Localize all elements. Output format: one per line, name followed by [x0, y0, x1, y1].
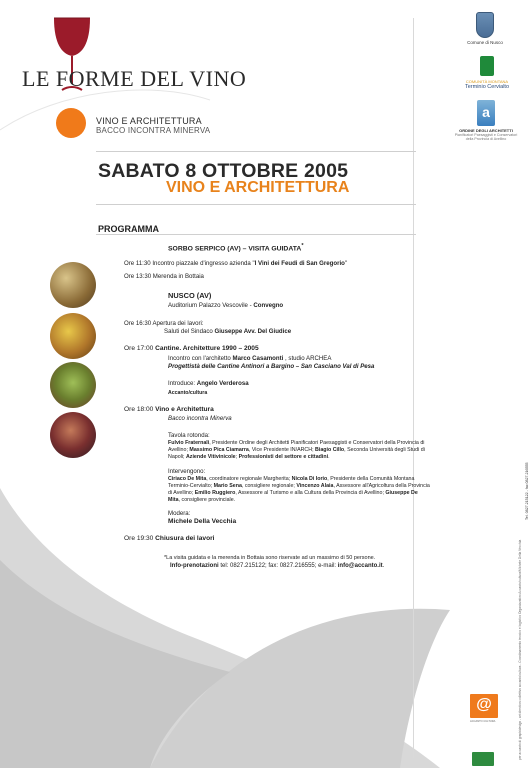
partner-logo-architetti: [446, 100, 526, 141]
green-sponsor-logo-icon: [472, 752, 494, 766]
nusco-crest-icon: [476, 12, 494, 38]
photo-barrels: [50, 262, 96, 308]
section-nusco: NUSCO (AV): [168, 291, 212, 300]
event-1330: Ore 13:30 Merenda in Bottaia: [124, 273, 204, 280]
partner-logo-termino: [452, 56, 522, 90]
photo-harvest: [50, 412, 96, 458]
accanto-logo: [470, 694, 498, 723]
nusco-caption: Comune di Nusco: [467, 40, 503, 45]
modera-heading: Modera:: [168, 510, 191, 517]
intervengono-line-4: Mita, consigliere provinciale.: [168, 497, 236, 503]
side-credits: per accanto di graphidesign - art direction collettivo accanto/cultura - Coordinamento tecnico e logistico Organizzativo Accanto/cultura/Michele Della Vecchia: [518, 539, 522, 760]
info-prenotazioni: Info-prenotazioni tel: 0827.215122; fax: 0827.216555; e-mail: info@accanto.it.: [170, 563, 385, 569]
tavola-heading: Tavola rotonda:: [168, 432, 210, 439]
headline-rule-bottom: [96, 204, 416, 205]
right-divider: [413, 18, 414, 758]
event-1800-sub: Bacco incontra Minerva: [168, 415, 232, 422]
arch-caption-line-2: della Provincia di Avellino: [465, 137, 507, 141]
intervengono-line-3: di Avellino; Emilio Ruggiero, Assessore al Turismo e alla Cultura della Provincia di Avellino; Giuseppe De: [168, 490, 418, 496]
info-email-link[interactable]: info@accanto.it: [337, 563, 383, 569]
arch-caption-top: ORDINE DEGLI ARCHITETTI: [459, 128, 513, 133]
architetti-a-icon: a: [477, 100, 495, 126]
accanto-caption: ACCANTO CULTURA: [470, 720, 496, 723]
headline-subtitle: VINO E ARCHITETTURA: [166, 179, 350, 196]
photo-grapes: [50, 313, 96, 359]
headline-rule-top: [96, 151, 416, 152]
termino-mountain-icon: [480, 56, 494, 76]
partner-logo-nusco: [452, 12, 518, 45]
event-1630-saluti: Saluti del Sindaco Giuseppe Avv. Del Giudice: [164, 328, 292, 335]
accanto-at-icon: @: [470, 694, 498, 718]
arch-caption-line-1: Pianificatori Paesaggisti e Conservatori: [454, 133, 518, 137]
tavola-line-1: Fulvio Fraternali, Presidente Ordine degli Architetti Pianificatori Paesaggisti e Conservatori della Provincia di: [168, 440, 425, 446]
intervengono-line-1: Ciriaco De Mita, coordinatore regionale Margherita; Nicola Di Iorio, Presidente della Comunità Montana: [168, 476, 415, 482]
termino-caption-top: COMUNITÀ MONTANA: [465, 79, 509, 84]
logo-title: [22, 66, 246, 92]
section-sorbo-serpico: SORBO SERPICO (AV) – VISITA GUIDATA*: [168, 243, 304, 253]
event-1130: Ore 11:30 Incontro piazzale d'ingresso azienda "I Vini dei Feudi di San Gregorio": [124, 260, 348, 267]
program-heading: PROGRAMMA: [98, 224, 159, 234]
tavola-line-2: Avellino; Massimo Pica Ciamarra, Vice Presidente IN/ARCH; Biagio Cillo, Seconda Università degli Studi di: [168, 447, 425, 453]
badge-line-2: BACCO INCONTRA MINERVA: [96, 126, 211, 135]
logo-title-del: DEL: [140, 66, 184, 91]
photo-vineyard: [50, 362, 96, 408]
event-1630: Ore 16:30 Apertura dei lavori:: [124, 320, 204, 327]
intervengono-line-2: Terminio-Cervialto; Mario Sena, consigliere regionale; Vincenzo Alaia, Assessore all'Agricoltura della Provincia: [168, 483, 430, 489]
program-rule: [96, 234, 416, 235]
logo-title-vino: VINO: [189, 66, 247, 91]
event-1800: Ore 18:00 Vino e Architettura: [124, 406, 214, 413]
logo-title-le: LE FORME: [22, 66, 135, 91]
badge-text: [96, 116, 210, 136]
event-1700-intro: Introduce: Angelo Verderosa: [168, 380, 249, 387]
vino-architettura-badge-icon: [56, 108, 86, 138]
headline-date: SABATO 8 OTTOBRE 2005: [98, 160, 349, 182]
side-contacts: Tel. 0827.215122 - fax 0827.216555: [525, 462, 529, 520]
termino-caption: Terminio Cervialto: [464, 84, 509, 90]
modera-name: Michele Della Vecchia: [168, 518, 237, 525]
tavola-line-3: Napoli; Aziende Vitivinicole; Professionisti del settore e cittadini.: [168, 454, 330, 460]
event-1930: Ore 19:30 Chiusura dei lavori: [124, 535, 215, 542]
note-visita: *La visita guidata e la merenda in Bottaia sono riservate ad un massimo di 50 persone.: [164, 555, 376, 561]
event-1700-intro-role: Accanto/cultura: [168, 390, 208, 396]
intervengono-heading: Intervengono:: [168, 468, 206, 475]
section1-asterisk: *: [301, 243, 304, 249]
section-nusco-venue: Auditorium Palazzo Vescovile - Convegno: [168, 302, 284, 309]
event-1700-project: Progettistà delle Cantine Antinori a Bargino – San Casciano Val di Pesa: [168, 363, 375, 370]
event-1700: Ore 17:00 Cantine. Architetture 1990 – 2005: [124, 345, 259, 352]
event-1700-meet: Incontro con l'architetto Marco Casamonti , studio ARCHEA: [168, 355, 332, 362]
badge-line-1: VINO E ARCHITETTURA: [96, 116, 202, 126]
